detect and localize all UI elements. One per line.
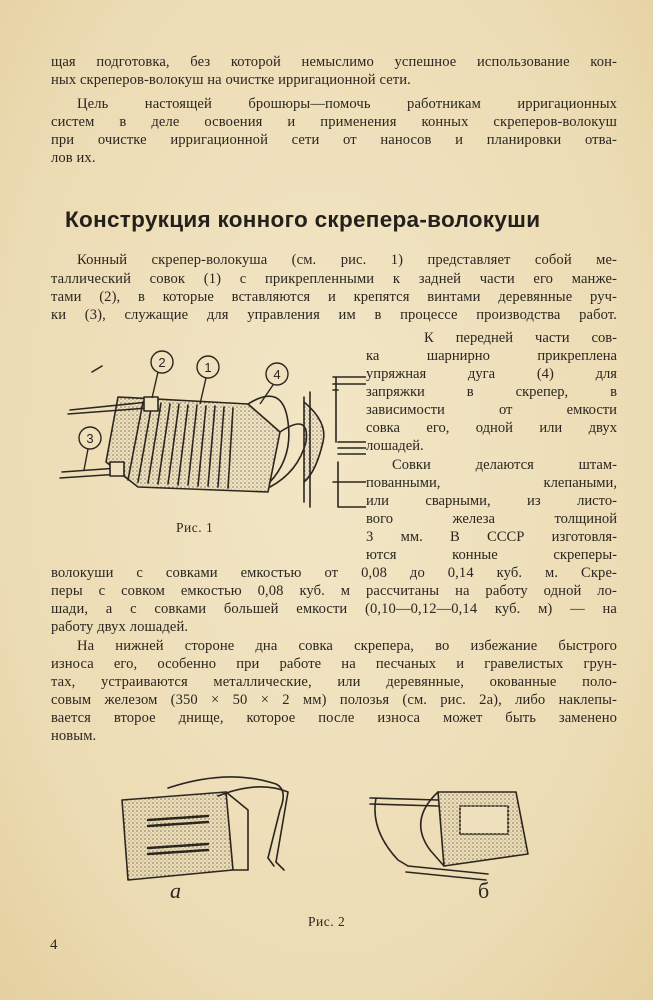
figure-1-scraper-drawing	[48, 342, 366, 520]
callout-3: 3	[86, 431, 94, 446]
page-number: 4	[50, 937, 58, 953]
column-line: пованными, клепаными,	[366, 475, 617, 491]
text-line: Конный скрепер-волокуша (см. рис. 1) представляет собой ме-	[77, 252, 617, 268]
text-line: новым.	[51, 728, 97, 744]
column-line: или сварными, из листо-	[366, 493, 617, 509]
figure-2b-label: б	[478, 878, 490, 903]
text-line: систем в деле освоения и применения конных скреперов-волокуш	[51, 114, 617, 130]
figure-2-caption: Рис. 2	[308, 914, 346, 929]
text-line: вается второе днище, которое после износа может быть заменено	[51, 710, 617, 726]
callout-2: 2	[158, 355, 166, 370]
column-line: вого железа толщиной	[366, 511, 617, 527]
text-line: тах, устраиваются металлические, или деревянные, окованные поло-	[51, 674, 617, 690]
text-line: На нижней стороне дна совка скрепера, во избежание быстрого	[77, 638, 617, 654]
text-line: лов их.	[51, 150, 96, 166]
text-line: при очистке ирригационной сети от наносов и планировки отва-	[51, 132, 617, 148]
text-line: ки (3), служащие для управления им в процессе производства работ.	[51, 307, 617, 323]
column-line: упряжная дуга (4) для	[366, 366, 617, 382]
column-line: Совки делаются штам-	[392, 457, 617, 473]
column-line: лошадей.	[366, 438, 424, 454]
callout-4: 4	[273, 367, 281, 382]
text-line: износа его, особенно при работе на песчаных и гравелистых грун-	[51, 656, 617, 672]
column-line: зависимости от емкости	[366, 402, 617, 418]
section-heading: Конструкция конного скрепера-волокуши	[65, 207, 541, 232]
column-line: 3 мм. В СССР изготовля-	[366, 529, 617, 545]
text-line: работу двух лошадей.	[51, 619, 189, 635]
column-line: К передней части сов-	[424, 330, 617, 346]
figure-1-caption: Рис. 1	[176, 520, 214, 535]
callout-1: 1	[204, 360, 212, 375]
text-line: перы с совком емкостью 0,08 куб. м рассчитаны на работу одной ло-	[51, 583, 617, 599]
text-line: совым железом (350 × 50 × 2 мм) полозья (см. рис. 2а), либо наклепы-	[51, 692, 617, 708]
text-line: тами (2), в которые вставляются и крепятся винтами деревянные руч-	[51, 289, 617, 305]
text-line: ных скреперов-волокуш на очистке ирригационной сети.	[51, 72, 411, 88]
figure-2a-label: а	[170, 878, 182, 903]
text-line: волокуши с совками емкостью от 0,08 до 0,14 куб. м. Скре-	[51, 565, 617, 581]
text-line: Цель настоящей брошюры—помочь работникам ирригационных	[77, 96, 617, 112]
column-line: запряжки в скрепер, в	[366, 384, 617, 400]
text-line: шади, а с совками большей емкости (0,10—0,12—0,14 куб. м) — на	[51, 601, 617, 617]
column-line: ка шарнирно прикреплена	[366, 348, 617, 364]
text-line: щая подготовка, без которой немыслимо успешное использование кон-	[51, 54, 617, 70]
column-line: ются конные скреперы-	[366, 547, 617, 563]
text-line: таллический совок (1) с прикрепленными к задней части его манже-	[51, 271, 617, 287]
column-line: совка его, одной или двух	[366, 420, 617, 436]
